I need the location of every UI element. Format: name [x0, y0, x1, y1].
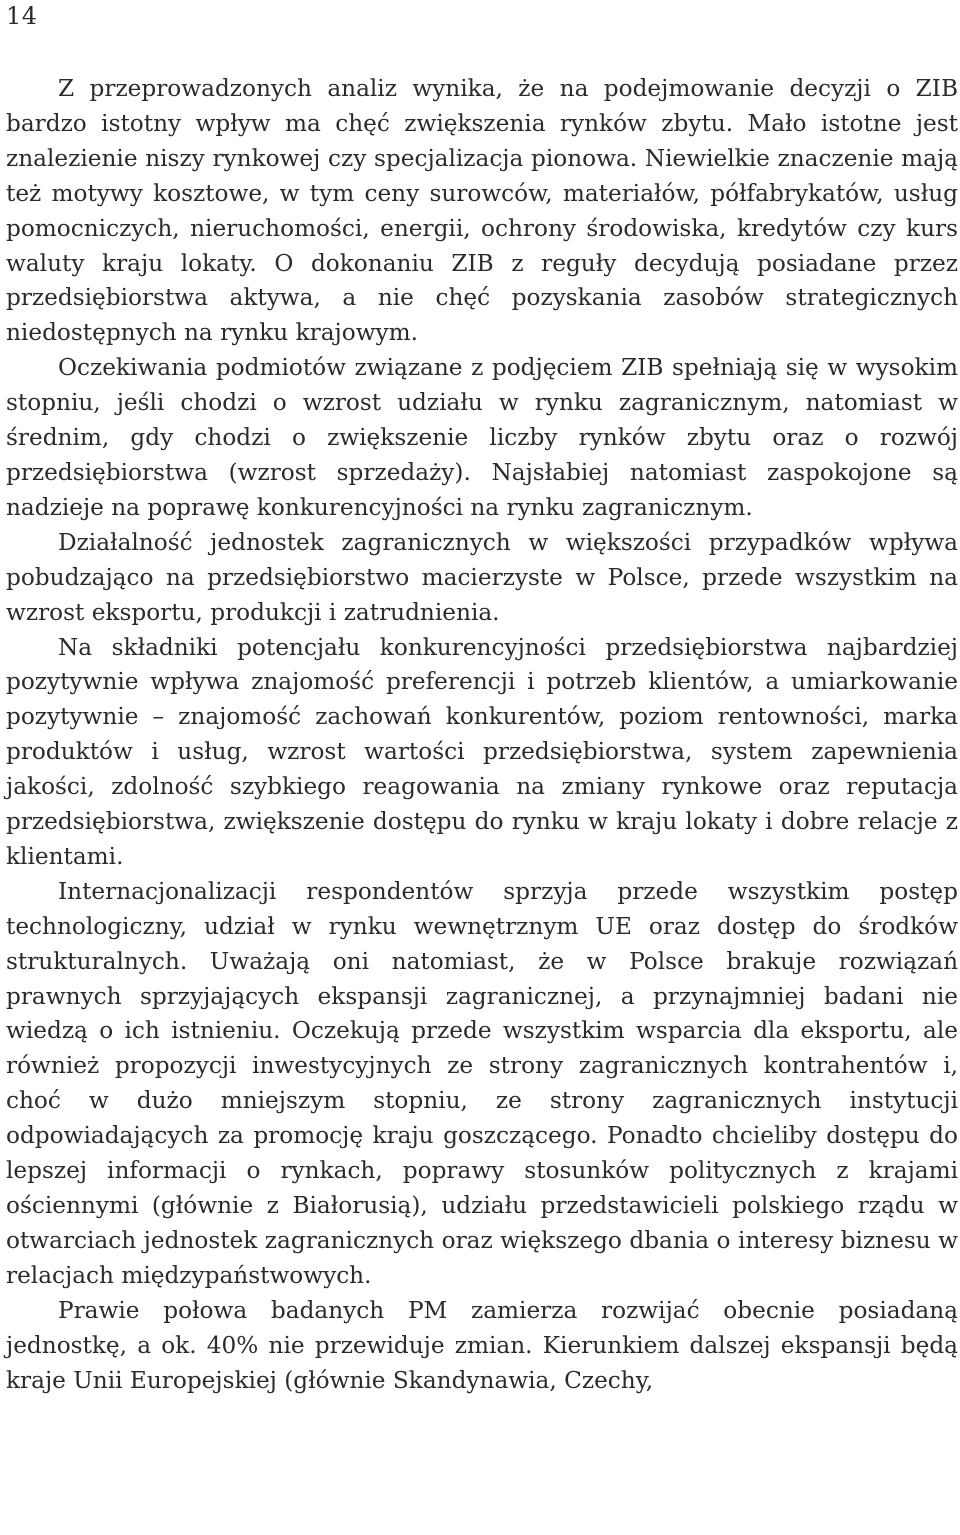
document-body	[6, 72, 958, 1398]
paragraph-zib-decision-factors: Z przeprowadzonych analiz wynika, że na podejmowanie decyzji o ZIB bardzo istotny wpływ ma chęć zwiększenia rynków zbytu. Mało istotne jest znalezienie niszy rynkowej czy specjalizacja pionowa. Niewielkie znaczenie mają też motywy kosztowe, w tym ceny surowców, materiałów, półfabrykatów, usług pomocniczych, nieruchomości, energii, ochrony środowiska, kredytów czy kurs waluty kraju lokaty. O dokonaniu ZIB z reguły decydują posiadane przez przedsiębiorstwa aktywa, a nie chęć pozyskania zasobów strategicznych niedostępnych na rynku krajowym.	[6, 75, 958, 347]
paragraph-parent-company-impact: Działalność jednostek zagranicznych w większości przypadków wpływa pobudzająco na przedsiębiorstwo macierzyste w Polsce, przede wszystkim na wzrost eksportu, produkcji i zatrudnienia.	[6, 528, 958, 626]
paragraph-internationalization-support: Internacjonalizacji respondentów sprzyja przede wszystkim postęp technologiczny, udział w rynku wewnętrznym UE oraz dostęp do środków strukturalnych. Uważają oni natomiast, że w Polsce brakuje rozwiązań prawnych sprzyjających ekspansji zagranicznej, a przynajmniej badani nie wiedzą o ich istnieniu. Oczekują przede wszystkim wsparcia dla eksportu, ale również propozycji inwestycyjnych ze strony zagranicznych kontrahentów i, choć w dużo mniejszym stopniu, ze strony zagranicznych instytucji odpowiadających za promocję kraju goszczącego. Ponadto chcieliby dostępu do lepszej informacji o rynkach, poprawy stosunków politycznych z krajami ościennymi (głównie z Białorusią), udziału przedstawicieli polskiego rządu w otwarciach jednostek zagranicznych oraz większego dbania o interesy biznesu w relacjach międzypaństwowych.	[6, 877, 958, 1289]
paragraph-expectations: Oczekiwania podmiotów związane z podjęciem ZIB spełniają się w wysokim stopniu, jeśli chodzi o wzrost udziału w rynku zagranicznym, natomiast w średnim, gdy chodzi o zwiększenie liczby rynków zbytu oraz o rozwój przedsiębiorstwa (wzrost sprzedaży). Najsłabiej natomiast zaspokojone są nadzieje na poprawę konkurencyjności na rynku zagranicznym.	[6, 354, 958, 521]
page-number: 14	[6, 2, 38, 30]
paragraph-future-plans: Prawie połowa badanych PM zamierza rozwijać obecnie posiadaną jednostkę, a ok. 40% nie przewiduje zmian. Kierunkiem dalszej ekspansji będą kraje Unii Europejskiej (głównie Skandynawia, Czechy,	[6, 1296, 958, 1394]
paragraph-competitiveness: Na składniki potencjału konkurencyjności przedsiębiorstwa najbardziej pozytywnie wpływa znajomość preferencji i potrzeb klientów, a umiarkowanie pozytywnie – znajomość zachowań konkurentów, poziom rentowności, marka produktów i usług, wzrost wartości przedsiębiorstwa, system zapewnienia jakości, zdolność szybkiego reagowania na zmiany rynkowe oraz reputacja przedsiębiorstwa, zwiększenie dostępu do rynku w kraju lokaty i dobre relacje z klientami.	[6, 633, 958, 870]
